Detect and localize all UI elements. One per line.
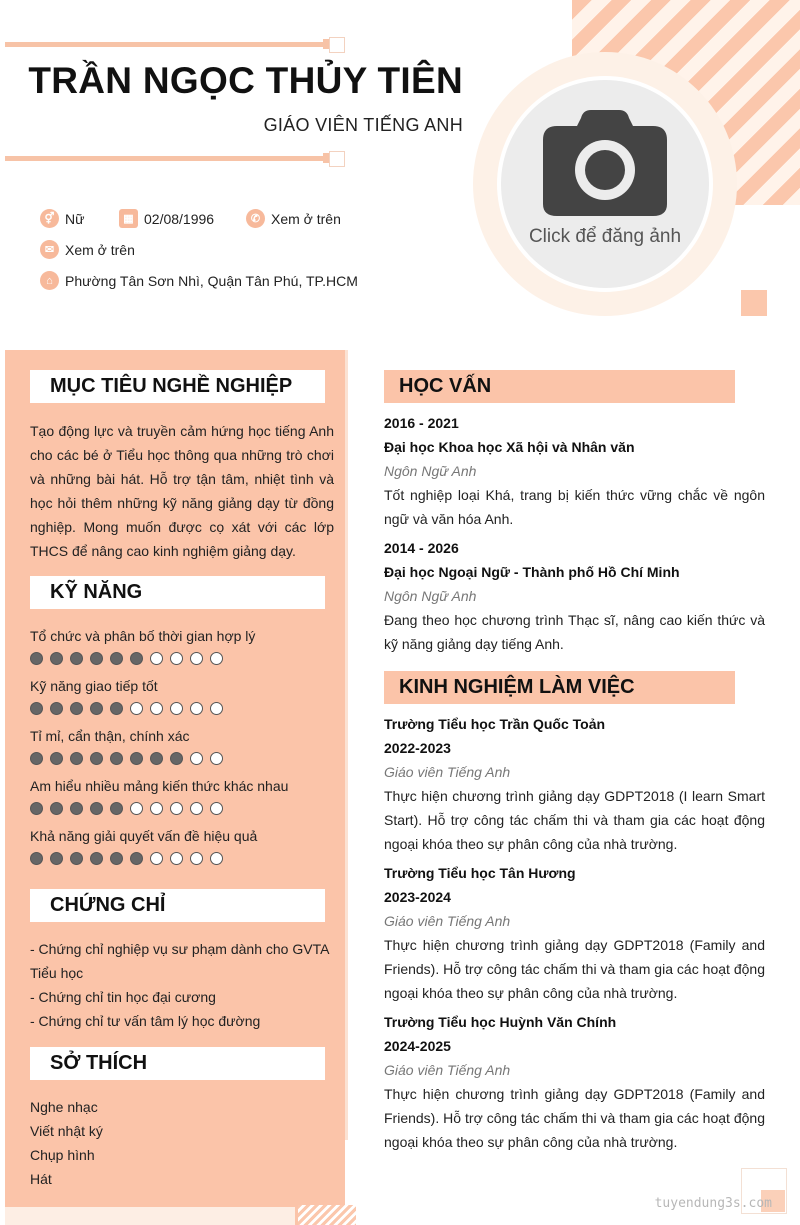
skill-dot-empty bbox=[190, 652, 203, 665]
skill-dot-empty bbox=[190, 752, 203, 765]
skill-rating bbox=[30, 652, 223, 665]
skill-dot-empty bbox=[170, 702, 183, 715]
skill-dot-filled bbox=[110, 852, 123, 865]
experience-years: 2022-2023 bbox=[384, 740, 451, 756]
list-item: Tiểu học bbox=[30, 965, 84, 981]
top-rule-end bbox=[329, 37, 345, 53]
skill-rating bbox=[30, 852, 223, 865]
skill-dot-empty bbox=[210, 802, 223, 815]
contact-gender-text: Nữ bbox=[65, 210, 85, 227]
skill-name: Tỉ mỉ, cẩn thận, chính xác bbox=[30, 728, 190, 744]
skill-dot-filled bbox=[30, 702, 43, 715]
skill-dot-filled bbox=[110, 752, 123, 765]
skill-rating bbox=[30, 702, 223, 715]
skill-dot-empty bbox=[150, 702, 163, 715]
education-years: 2014 - 2026 bbox=[384, 540, 459, 556]
watermark: tuyendung3s.com bbox=[654, 1196, 772, 1211]
skill-dot-filled bbox=[70, 852, 83, 865]
experience-desc: Thực hiện chương trình giảng dạy GDPT2018 (Family and Friends). Hỗ trợ công tác chấm thi và tham gia các hoạt động ngoại khóa theo sự phân công của nhà trường. bbox=[384, 1086, 765, 1150]
skill-dot-filled bbox=[50, 702, 63, 715]
hobbies-list bbox=[30, 1095, 340, 1191]
list-item: Nghe nhạc bbox=[30, 1099, 98, 1115]
skill-dot-empty bbox=[190, 702, 203, 715]
experience-heading bbox=[384, 671, 735, 704]
experience-position: Giáo viên Tiếng Anh bbox=[384, 764, 511, 780]
candidate-name: TRẦN NGỌC THỦY TIÊN bbox=[28, 60, 463, 101]
skill-dot-filled bbox=[90, 852, 103, 865]
experience-position: Giáo viên Tiếng Anh bbox=[384, 913, 511, 929]
skill-dot-empty bbox=[210, 702, 223, 715]
skill-dot-filled bbox=[70, 702, 83, 715]
list-item: Chụp hình bbox=[30, 1147, 95, 1163]
phone-icon: ✆ bbox=[246, 209, 265, 228]
skill-dot-filled bbox=[130, 752, 143, 765]
skill-dot-filled bbox=[70, 752, 83, 765]
top-rule bbox=[5, 42, 323, 47]
skills-heading bbox=[30, 576, 325, 609]
hobbies-heading bbox=[30, 1047, 325, 1080]
skill-dot-empty bbox=[170, 852, 183, 865]
skills-title: KỸ NĂNG bbox=[50, 581, 143, 603]
education-desc: Tốt nghiệp loại Khá, trang bị kiến thức vững chắc về ngôn ngữ và văn hóa Anh. bbox=[384, 487, 765, 527]
skill-name: Kỹ năng giao tiếp tốt bbox=[30, 678, 158, 694]
skill-rating bbox=[30, 802, 223, 815]
skill-dot-filled bbox=[50, 752, 63, 765]
skill-dot-filled bbox=[30, 802, 43, 815]
list-item: - Chứng chỉ tư vấn tâm lý học đường bbox=[30, 1013, 261, 1029]
skill-dot-filled bbox=[90, 702, 103, 715]
certificates-list bbox=[30, 937, 340, 1033]
experience-desc: Thực hiện chương trình giảng dạy GDPT2018 (Family and Friends). Hỗ trợ công tác chấm thi và tham gia các hoạt động ngoại khóa theo sự phân công của nhà trường. bbox=[384, 937, 765, 1001]
education-school: Đại học Khoa học Xã hội và Nhân văn bbox=[384, 439, 635, 455]
objective-heading bbox=[30, 370, 325, 403]
decor-square bbox=[741, 290, 767, 316]
skill-dot-filled bbox=[50, 802, 63, 815]
gender-icon: ⚥ bbox=[40, 209, 59, 228]
list-item: - Chứng chỉ nghiệp vụ sư phạm dành cho GVTA bbox=[30, 941, 330, 957]
photo-upload-label[interactable]: Click để đăng ảnh bbox=[528, 226, 682, 247]
skill-dot-filled bbox=[130, 852, 143, 865]
contact-phone-text: Xem ở trên bbox=[271, 210, 341, 227]
skill-dot-filled bbox=[70, 652, 83, 665]
education-major: Ngôn Ngữ Anh bbox=[384, 588, 477, 604]
contact-address bbox=[40, 271, 358, 290]
skill-dot-filled bbox=[90, 802, 103, 815]
skill-dot-filled bbox=[70, 802, 83, 815]
skill-dot-filled bbox=[110, 802, 123, 815]
contact-phone bbox=[246, 209, 341, 228]
contact-birthday-text: 02/08/1996 bbox=[144, 210, 215, 227]
hobbies-title: SỞ THÍCH bbox=[50, 1052, 148, 1074]
education-heading bbox=[384, 370, 735, 403]
home-icon: ⌂ bbox=[40, 271, 59, 290]
camera-icon[interactable] bbox=[541, 108, 669, 218]
skill-dot-filled bbox=[30, 852, 43, 865]
skill-dot-filled bbox=[110, 652, 123, 665]
skill-dot-empty bbox=[210, 652, 223, 665]
skill-dot-empty bbox=[150, 802, 163, 815]
bottom-rule bbox=[5, 156, 323, 161]
experience-years: 2023-2024 bbox=[384, 889, 451, 905]
skill-dot-empty bbox=[150, 652, 163, 665]
skill-dot-filled bbox=[130, 652, 143, 665]
objective-title: MỤC TIÊU NGHỀ NGHIỆP bbox=[50, 375, 293, 397]
skill-dot-filled bbox=[110, 702, 123, 715]
experience-years: 2024-2025 bbox=[384, 1038, 451, 1054]
footer-hatch-decoration bbox=[298, 1205, 356, 1225]
education-years: 2016 - 2021 bbox=[384, 415, 459, 431]
email-icon: ✉ bbox=[40, 240, 59, 259]
experience-title: KINH NGHIỆM LÀM VIỆC bbox=[399, 676, 635, 698]
contact-birthday bbox=[119, 209, 214, 228]
skill-dot-empty bbox=[170, 802, 183, 815]
footer-strip bbox=[5, 1207, 295, 1225]
experience-company: Trường Tiểu học Huỳnh Văn Chính bbox=[384, 1014, 617, 1030]
experience-company: Trường Tiểu học Tân Hương bbox=[384, 865, 576, 881]
skill-dot-empty bbox=[210, 752, 223, 765]
education-school: Đại học Ngoại Ngữ - Thành phố Hồ Chí Minh bbox=[384, 564, 680, 580]
skill-dot-filled bbox=[90, 752, 103, 765]
list-item: - Chứng chỉ tin học đại cương bbox=[30, 989, 216, 1005]
skill-name: Khả năng giải quyết vấn đề hiệu quả bbox=[30, 828, 258, 844]
bottom-rule-end bbox=[329, 151, 345, 167]
skill-dot-filled bbox=[170, 752, 183, 765]
skill-dot-filled bbox=[50, 652, 63, 665]
contact-address-text: Phường Tân Sơn Nhì, Quận Tân Phú, TP.HCM bbox=[65, 272, 358, 289]
certificates-heading bbox=[30, 889, 325, 922]
contact-gender bbox=[40, 209, 84, 228]
skill-dot-filled bbox=[150, 752, 163, 765]
education-title: HỌC VẤN bbox=[399, 375, 492, 397]
skill-dot-filled bbox=[30, 752, 43, 765]
skill-dot-filled bbox=[30, 652, 43, 665]
experience-position: Giáo viên Tiếng Anh bbox=[384, 1062, 511, 1078]
contact-email-text: Xem ở trên bbox=[65, 241, 135, 258]
skill-rating bbox=[30, 752, 223, 765]
skill-dot-empty bbox=[190, 802, 203, 815]
skill-dot-filled bbox=[50, 852, 63, 865]
skill-dot-empty bbox=[150, 852, 163, 865]
skill-name: Am hiểu nhiều mảng kiến thức khác nhau bbox=[30, 778, 289, 794]
skill-dot-filled bbox=[90, 652, 103, 665]
skill-dot-empty bbox=[190, 852, 203, 865]
certificates-title: CHỨNG CHỈ bbox=[50, 894, 166, 916]
skill-name: Tổ chức và phân bố thời gian hợp lý bbox=[30, 628, 256, 644]
left-column-edge bbox=[345, 350, 348, 1140]
skill-dot-empty bbox=[210, 852, 223, 865]
skill-dot-empty bbox=[130, 802, 143, 815]
calendar-icon: ▦ bbox=[119, 209, 138, 228]
objective-text: Tạo động lực và truyền cảm hứng học tiếng Anh cho các bé ở Tiểu học thông qua những trò chơi và những bài hát. Hỗ trợ tận tâm, nhiệt tình và học hỏi thêm những kỹ năng giảng dạy từ đồng nghiệp. Mong muốn được cọ xát với các lớp THCS để nâng cao kinh nghiệm giảng dạy. bbox=[30, 423, 334, 559]
contact-email bbox=[40, 240, 135, 259]
experience-company: Trường Tiểu học Trần Quốc Toản bbox=[384, 716, 606, 732]
list-item: Hát bbox=[30, 1171, 52, 1187]
education-major: Ngôn Ngữ Anh bbox=[384, 463, 477, 479]
education-desc: Đang theo học chương trình Thạc sĩ, nâng cao kiến thức và kỹ năng giảng dạy tiếng Anh. bbox=[384, 612, 765, 652]
candidate-role: GIÁO VIÊN TIẾNG ANH bbox=[263, 115, 463, 135]
experience-desc: Thực hiện chương trình giảng dạy GDPT2018 (I learn Smart Start). Hỗ trợ công tác chấm thi và tham gia các hoạt động ngoại khóa theo sự phân công của nhà trường. bbox=[384, 788, 765, 852]
skill-dot-empty bbox=[130, 702, 143, 715]
skill-dot-empty bbox=[170, 652, 183, 665]
list-item: Viết nhật ký bbox=[30, 1123, 103, 1139]
